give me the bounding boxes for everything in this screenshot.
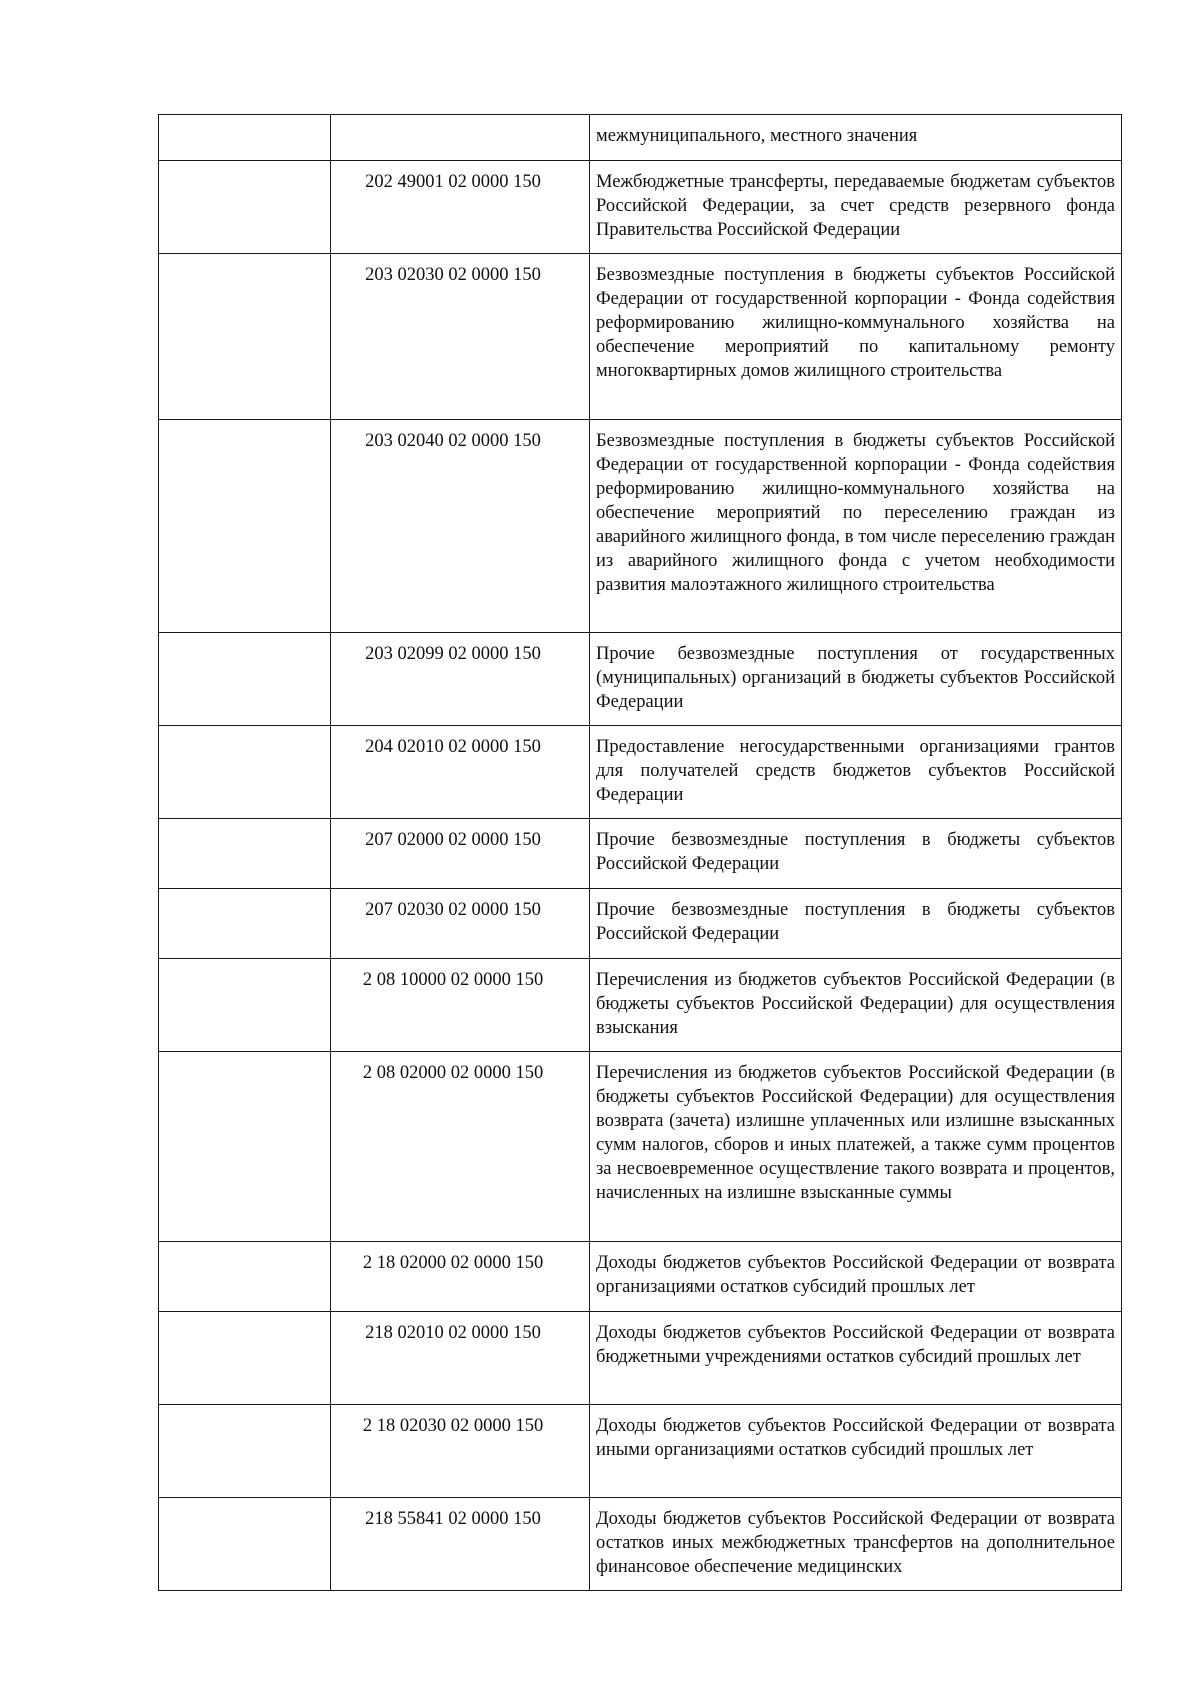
admin-code-cell: [159, 420, 331, 633]
budget-code-cell: 2 08 02000 02 0000 150: [331, 1052, 590, 1242]
budget-code-cell: 2 08 10000 02 0000 150: [331, 959, 590, 1052]
admin-code-cell: [159, 889, 331, 959]
budget-code-cell: 207 02000 02 0000 150: [331, 819, 590, 889]
description-cell: Доходы бюджетов субъектов Российской Федерации от возврата бюджетными учреждениями остатков субсидий прошлых лет: [590, 1312, 1122, 1405]
admin-code-cell: [159, 1312, 331, 1405]
description-cell: межмуниципального, местного значения: [590, 115, 1122, 161]
admin-code-cell: [159, 1405, 331, 1498]
admin-code-cell: [159, 726, 331, 819]
table-row: [159, 254, 1122, 420]
table-row: [159, 889, 1122, 959]
table-row: [159, 1242, 1122, 1312]
table-row: [159, 726, 1122, 819]
budget-code-cell: 2 18 02030 02 0000 150: [331, 1405, 590, 1498]
table-row: [159, 1498, 1122, 1591]
description-cell: Доходы бюджетов субъектов Российской Федерации от возврата иными организациями остатков субсидий прошлых лет: [590, 1405, 1122, 1498]
table-row: [159, 115, 1122, 161]
table-row: [159, 1312, 1122, 1405]
description-cell: Прочие безвозмездные поступления от государственных (муниципальных) организаций в бюджеты субъектов Российской Федерации: [590, 633, 1122, 726]
description-cell: Перечисления из бюджетов субъектов Российской Федерации (в бюджеты субъектов Российской Федерации) для осуществления взыскания: [590, 959, 1122, 1052]
admin-code-cell: [159, 1242, 331, 1312]
admin-code-cell: [159, 254, 331, 420]
table-row: [159, 161, 1122, 254]
admin-code-cell: [159, 1498, 331, 1591]
budget-code-cell: 203 02030 02 0000 150: [331, 254, 590, 420]
budget-code-cell: 218 55841 02 0000 150: [331, 1498, 590, 1591]
budget-code-cell: 202 49001 02 0000 150: [331, 161, 590, 254]
budget-code-cell: 207 02030 02 0000 150: [331, 889, 590, 959]
description-cell: Перечисления из бюджетов субъектов Российской Федерации (в бюджеты субъектов Российской Федерации) для осуществления возврата (зачета) излишне уплаченных или излишне взысканных сумм налогов, сборов и иных платежей, а также сумм процентов за несвоевременное осуществление такого возврата и процентов, начисленных на излишне взысканные суммы: [590, 1052, 1122, 1242]
table-row: [159, 1052, 1122, 1242]
table-row: [159, 420, 1122, 633]
budget-code-cell: 204 02010 02 0000 150: [331, 726, 590, 819]
admin-code-cell: [159, 1052, 331, 1242]
admin-code-cell: [159, 819, 331, 889]
budget-code-cell: 203 02040 02 0000 150: [331, 420, 590, 633]
description-cell: Доходы бюджетов субъектов Российской Федерации от возврата организациями остатков субсидий прошлых лет: [590, 1242, 1122, 1312]
description-cell: Прочие безвозмездные поступления в бюджеты субъектов Российской Федерации: [590, 889, 1122, 959]
description-cell: Безвозмездные поступления в бюджеты субъектов Российской Федерации от государственной корпорации - Фонда содействия реформированию жилищно-коммунального хозяйства на обеспечение мероприятий по переселению граждан из аварийного жилищного фонда, в том числе переселению граждан из аварийного жилищного фонда с учетом необходимости развития малоэтажного жилищного строительства: [590, 420, 1122, 633]
description-cell: Межбюджетные трансферты, передаваемые бюджетам субъектов Российской Федерации, за счет средств резервного фонда Правительства Российской Федерации: [590, 161, 1122, 254]
table-row: [159, 819, 1122, 889]
table-row: [159, 1405, 1122, 1498]
description-cell: Безвозмездные поступления в бюджеты субъектов Российской Федерации от государственной корпорации - Фонда содействия реформированию жилищно-коммунального хозяйства на обеспечение мероприятий по капитальному ремонту многоквартирных домов жилищного строительства: [590, 254, 1122, 420]
budget-code-cell: 218 02010 02 0000 150: [331, 1312, 590, 1405]
budget-code-cell: 203 02099 02 0000 150: [331, 633, 590, 726]
table-row: [159, 633, 1122, 726]
admin-code-cell: [159, 633, 331, 726]
budget-code-cell: [331, 115, 590, 161]
admin-code-cell: [159, 959, 331, 1052]
description-cell: Предоставление негосударственными организациями грантов для получателей средств бюджетов субъектов Российской Федерации: [590, 726, 1122, 819]
budget-code-cell: 2 18 02000 02 0000 150: [331, 1242, 590, 1312]
description-cell: Доходы бюджетов субъектов Российской Федерации от возврата остатков иных межбюджетных трансфертов на дополнительное финансовое обеспечение медицинских: [590, 1498, 1122, 1591]
budget-codes-table: [158, 114, 1122, 1591]
admin-code-cell: [159, 115, 331, 161]
description-cell: Прочие безвозмездные поступления в бюджеты субъектов Российской Федерации: [590, 819, 1122, 889]
table-row: [159, 959, 1122, 1052]
admin-code-cell: [159, 161, 331, 254]
